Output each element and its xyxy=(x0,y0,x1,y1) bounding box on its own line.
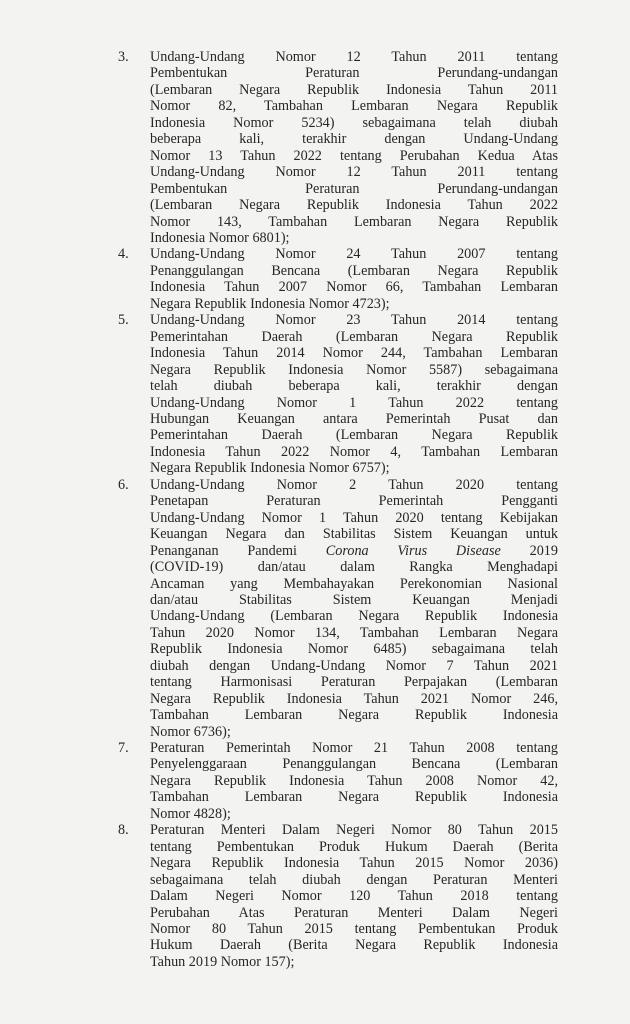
legal-reference-list xyxy=(118,49,558,970)
text-line: Pemerintahan Daerah (Lembaran Negara Republik xyxy=(150,427,558,444)
text-line: Negara Republik Indonesia Nomor 4723); xyxy=(150,295,390,312)
text-line: Nomor 6736); xyxy=(150,723,231,740)
text-line: Indonesia Tahun 2007 Nomor 66, Tambahan Lembaran xyxy=(150,279,558,296)
list-item-number: 8. xyxy=(118,822,129,839)
text-line: Undang-Undang Nomor 23 Tahun 2014 tentang xyxy=(150,312,558,329)
list-item xyxy=(118,822,558,970)
text-line: Negara Republik Indonesia Nomor 6757); xyxy=(150,460,390,477)
text-line: Negara Republik Indonesia Tahun 2015 Nomor 2036) xyxy=(150,855,558,872)
text-line: Republik Indonesia Nomor 6485) sebagaimana telah xyxy=(150,641,558,658)
list-item xyxy=(118,740,558,822)
text-line: Undang-Undang Nomor 12 Tahun 2011 tentang xyxy=(150,164,558,181)
list-item-number: 4. xyxy=(118,246,129,263)
text-line: Penyelenggaraan Penanggulangan Bencana (Lembaran xyxy=(150,756,558,773)
text-line: Indonesia Tahun 2022 Nomor 4, Tambahan Lembaran xyxy=(150,443,558,460)
text-line: Undang-Undang Nomor 2 Tahun 2020 tentang xyxy=(150,476,558,493)
list-item-number: 6. xyxy=(118,476,129,493)
text-line xyxy=(150,543,558,559)
text-line: Undang-Undang (Lembaran Negara Republik Indonesia xyxy=(150,608,558,625)
text-line: (COVID-19) dan/atau dalam Rangka Menghadapi xyxy=(150,559,558,576)
text-line: Pemerintahan Daerah (Lembaran Negara Republik xyxy=(150,328,558,345)
text-line: Undang-Undang Nomor 1 Tahun 2020 tentang Kebijakan xyxy=(150,509,558,526)
text-line: Peraturan Pemerintah Nomor 21 Tahun 2008 tentang xyxy=(150,740,558,757)
text-line: Nomor 80 Tahun 2015 tentang Pembentukan Produk xyxy=(150,921,558,938)
text-line: Penetapan Peraturan Pemerintah Pengganti xyxy=(150,493,558,510)
text-line: Undang-Undang Nomor 12 Tahun 2011 tentang xyxy=(150,49,558,65)
text-line: Penanggulangan Bencana (Lembaran Negara Republik xyxy=(150,262,558,279)
text-line: dan/atau Stabilitas Sistem Keuangan Menjadi xyxy=(150,591,558,608)
list-item xyxy=(118,477,558,740)
text-line: (Lembaran Negara Republik Indonesia Tahun 2022 xyxy=(150,197,558,214)
text-line: tentang Pembentukan Produk Hukum Daerah (Berita xyxy=(150,838,558,855)
text-line: diubah dengan Undang-Undang Nomor 7 Tahun 2021 xyxy=(150,657,558,674)
text-line: Pembentukan Peraturan Perundang-undangan xyxy=(150,65,558,82)
text-line: Indonesia Nomor 5234) sebagaimana telah diubah xyxy=(150,114,558,131)
italic-term: Corona Virus Disease xyxy=(325,542,501,559)
list-item-number: 3. xyxy=(118,49,129,65)
text-line: Hukum Daerah (Berita Negara Republik Indonesia xyxy=(150,937,558,954)
text-line: tentang Harmonisasi Peraturan Perpajakan (Lembaran xyxy=(150,674,558,691)
text-line: Ancaman yang Membahayakan Perekonomian Nasional xyxy=(150,575,558,592)
list-item xyxy=(118,246,558,312)
text-line: Negara Republik Indonesia Tahun 2021 Nomor 246, xyxy=(150,690,558,707)
text-line: Pembentukan Peraturan Perundang-undangan xyxy=(150,180,558,197)
list-item-number: 5. xyxy=(118,312,129,329)
text-line: Perubahan Atas Peraturan Menteri Dalam Negeri xyxy=(150,904,558,921)
text-line: Nomor 82, Tambahan Lembaran Negara Republik xyxy=(150,98,558,115)
text-line: Indonesia Nomor 6801); xyxy=(150,229,290,246)
text-line: (Lembaran Negara Republik Indonesia Tahun 2011 xyxy=(150,81,558,98)
text-line: telah diubah beberapa kali, terakhir dengan xyxy=(150,378,558,395)
list-item-number: 7. xyxy=(118,740,129,757)
text-line: Hubungan Keuangan antara Pemerintah Pusat dan xyxy=(150,410,558,427)
text-line: Undang-Undang Nomor 24 Tahun 2007 tentang xyxy=(150,246,558,263)
text-segment: Penanganan Pandemi xyxy=(150,542,326,559)
text-line: Peraturan Menteri Dalam Negeri Nomor 80 Tahun 2015 xyxy=(150,822,558,839)
text-line: Undang-Undang Nomor 1 Tahun 2022 tentang xyxy=(150,394,558,411)
text-line: Tambahan Lembaran Negara Republik Indonesia xyxy=(150,707,558,724)
text-line: Indonesia Tahun 2014 Nomor 244, Tambahan Lembaran xyxy=(150,345,558,362)
text-line: sebagaimana telah diubah dengan Peraturan Menteri xyxy=(150,871,558,888)
list-item xyxy=(118,49,558,246)
text-line: beberapa kali, terakhir dengan Undang-Undang xyxy=(150,131,558,148)
text-line: Negara Republik Indonesia Nomor 5587) sebagaimana xyxy=(150,361,558,378)
text-line: Tahun 2020 Nomor 134, Tambahan Lembaran Negara xyxy=(150,624,558,641)
text-line: Keuangan Negara dan Stabilitas Sistem Keuangan untuk xyxy=(150,526,558,543)
list-item xyxy=(118,312,558,477)
text-line: Dalam Negeri Nomor 120 Tahun 2018 tentang xyxy=(150,888,558,905)
text-line: Negara Republik Indonesia Tahun 2008 Nomor 42, xyxy=(150,772,558,789)
text-segment: 2019 xyxy=(500,542,558,559)
text-line: Tambahan Lembaran Negara Republik Indonesia xyxy=(150,789,558,806)
text-line: Tahun 2019 Nomor 157); xyxy=(150,953,295,970)
text-line: Nomor 143, Tambahan Lembaran Negara Republik xyxy=(150,213,558,230)
text-line: Nomor 13 Tahun 2022 tentang Perubahan Kedua Atas xyxy=(150,147,558,164)
text-line: Nomor 4828); xyxy=(150,805,231,822)
